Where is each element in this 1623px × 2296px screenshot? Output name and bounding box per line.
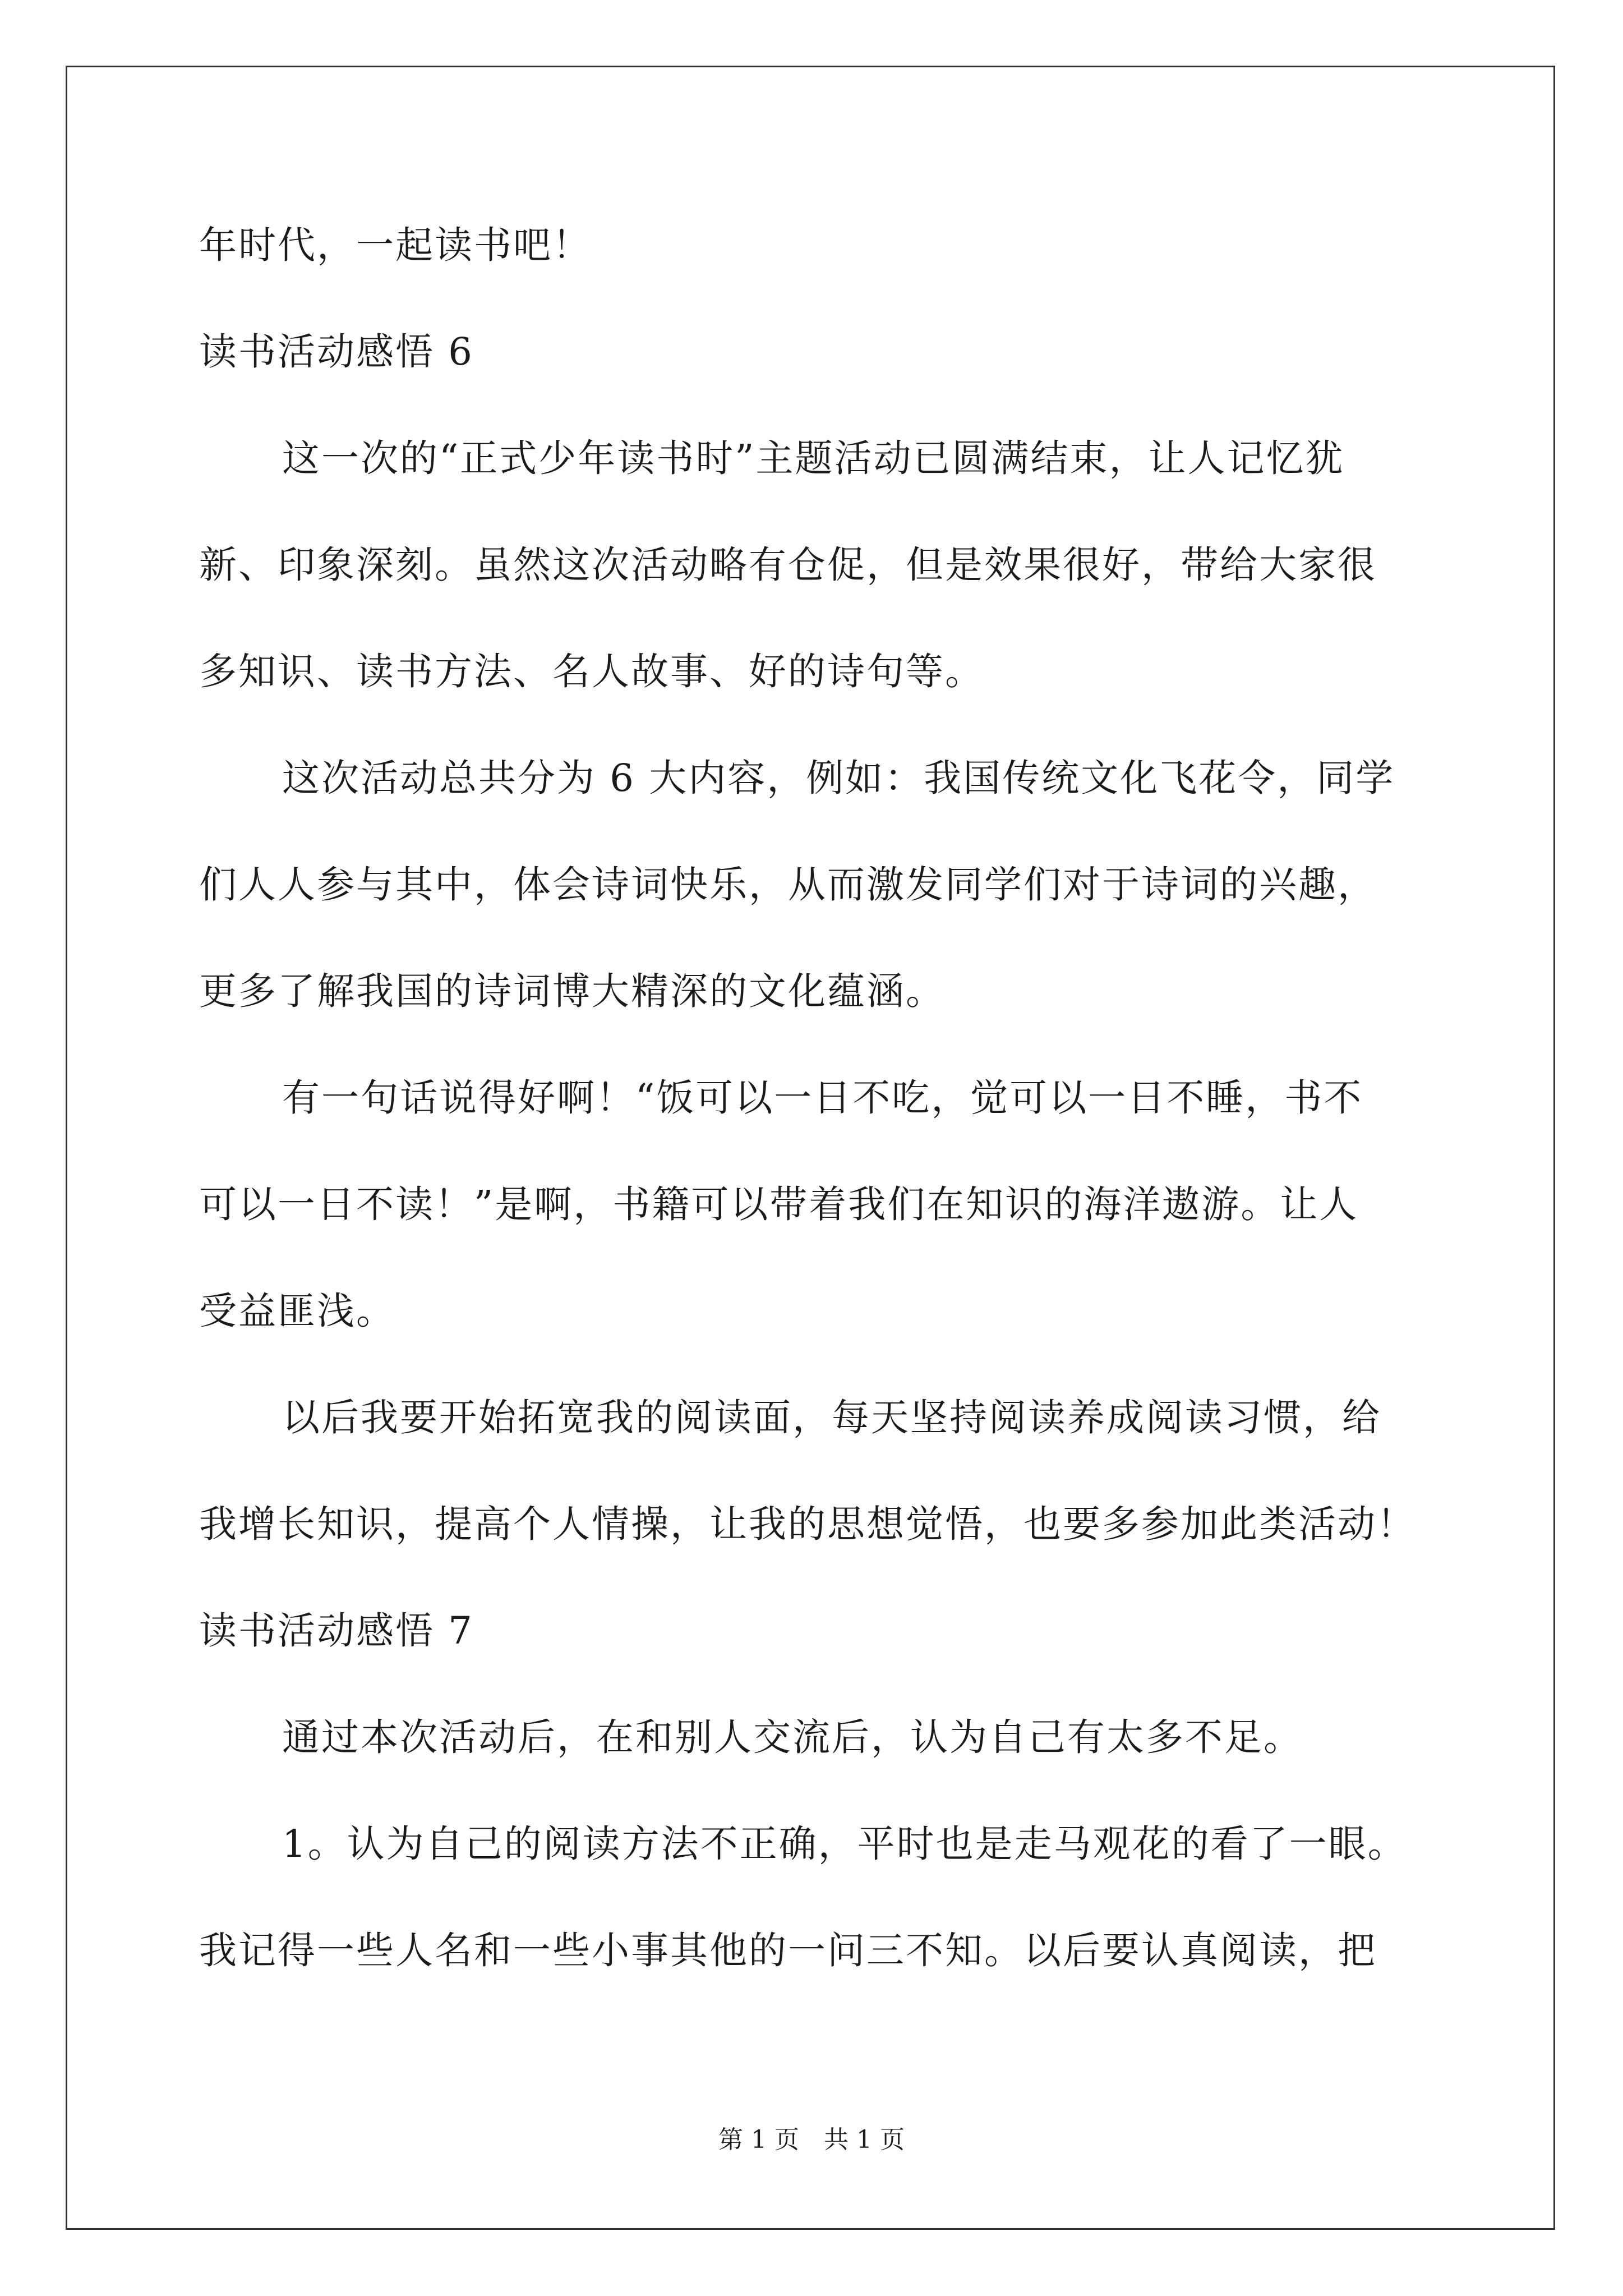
text-line: 有一句话说得好啊！“饭可以一日不吃，觉可以一日不睡，书不 [282, 1076, 1363, 1120]
text-line: 通过本次活动后，在和别人交流后，认为自己有太多不足。 [282, 1715, 1303, 1759]
text-line: 1。认为自己的阅读方法不正确，平时也是走马观花的看了一眼。 [282, 1822, 1407, 1866]
page-footer [0, 2123, 1623, 2157]
text-line: 新、印象深刻。虽然这次活动略有仓促，但是效果很好，带给大家很 [199, 543, 1377, 587]
text-line: 我记得一些人名和一些小事其他的一问三不知。以后要认真阅读，把 [199, 1929, 1377, 1972]
text-line: 年时代，一起读书吧！ [199, 223, 592, 267]
page-number-total: 共 1 页 [824, 2125, 905, 2154]
document-body [199, 219, 1433, 2031]
page-number-current: 第 1 页 [718, 2125, 799, 2154]
text-line: 以后我要开始拓宽我的阅读面，每天坚持阅读养成阅读习惯，给 [282, 1396, 1381, 1439]
text-line: 们人人参与其中，体会诗词快乐，从而激发同学们对于诗词的兴趣， [199, 863, 1377, 907]
text-line: 这一次的“正式少年读书时”主题活动已圆满结束，让人记忆犹 [282, 436, 1345, 480]
text-line: 可以一日不读！”是啊，书籍可以带着我们在知识的海洋遨游。让人 [199, 1182, 1359, 1226]
section-heading-7: 读书活动感悟 7 [199, 1609, 474, 1653]
text-line: 这次活动总共分为 6 大内容，例如：我国传统文化飞花令，同学 [282, 756, 1395, 800]
text-line: 我增长知识，提高个人情操，让我的思想觉悟，也要多参加此类活动！ [199, 1502, 1416, 1546]
text-line: 受益匪浅。 [199, 1289, 395, 1333]
section-heading-6: 读书活动感悟 6 [199, 330, 474, 374]
text-line: 多知识、读书方法、名人故事、好的诗句等。 [199, 650, 984, 693]
text-line: 更多了解我国的诗词博大精深的文化蕴涵。 [199, 969, 945, 1013]
